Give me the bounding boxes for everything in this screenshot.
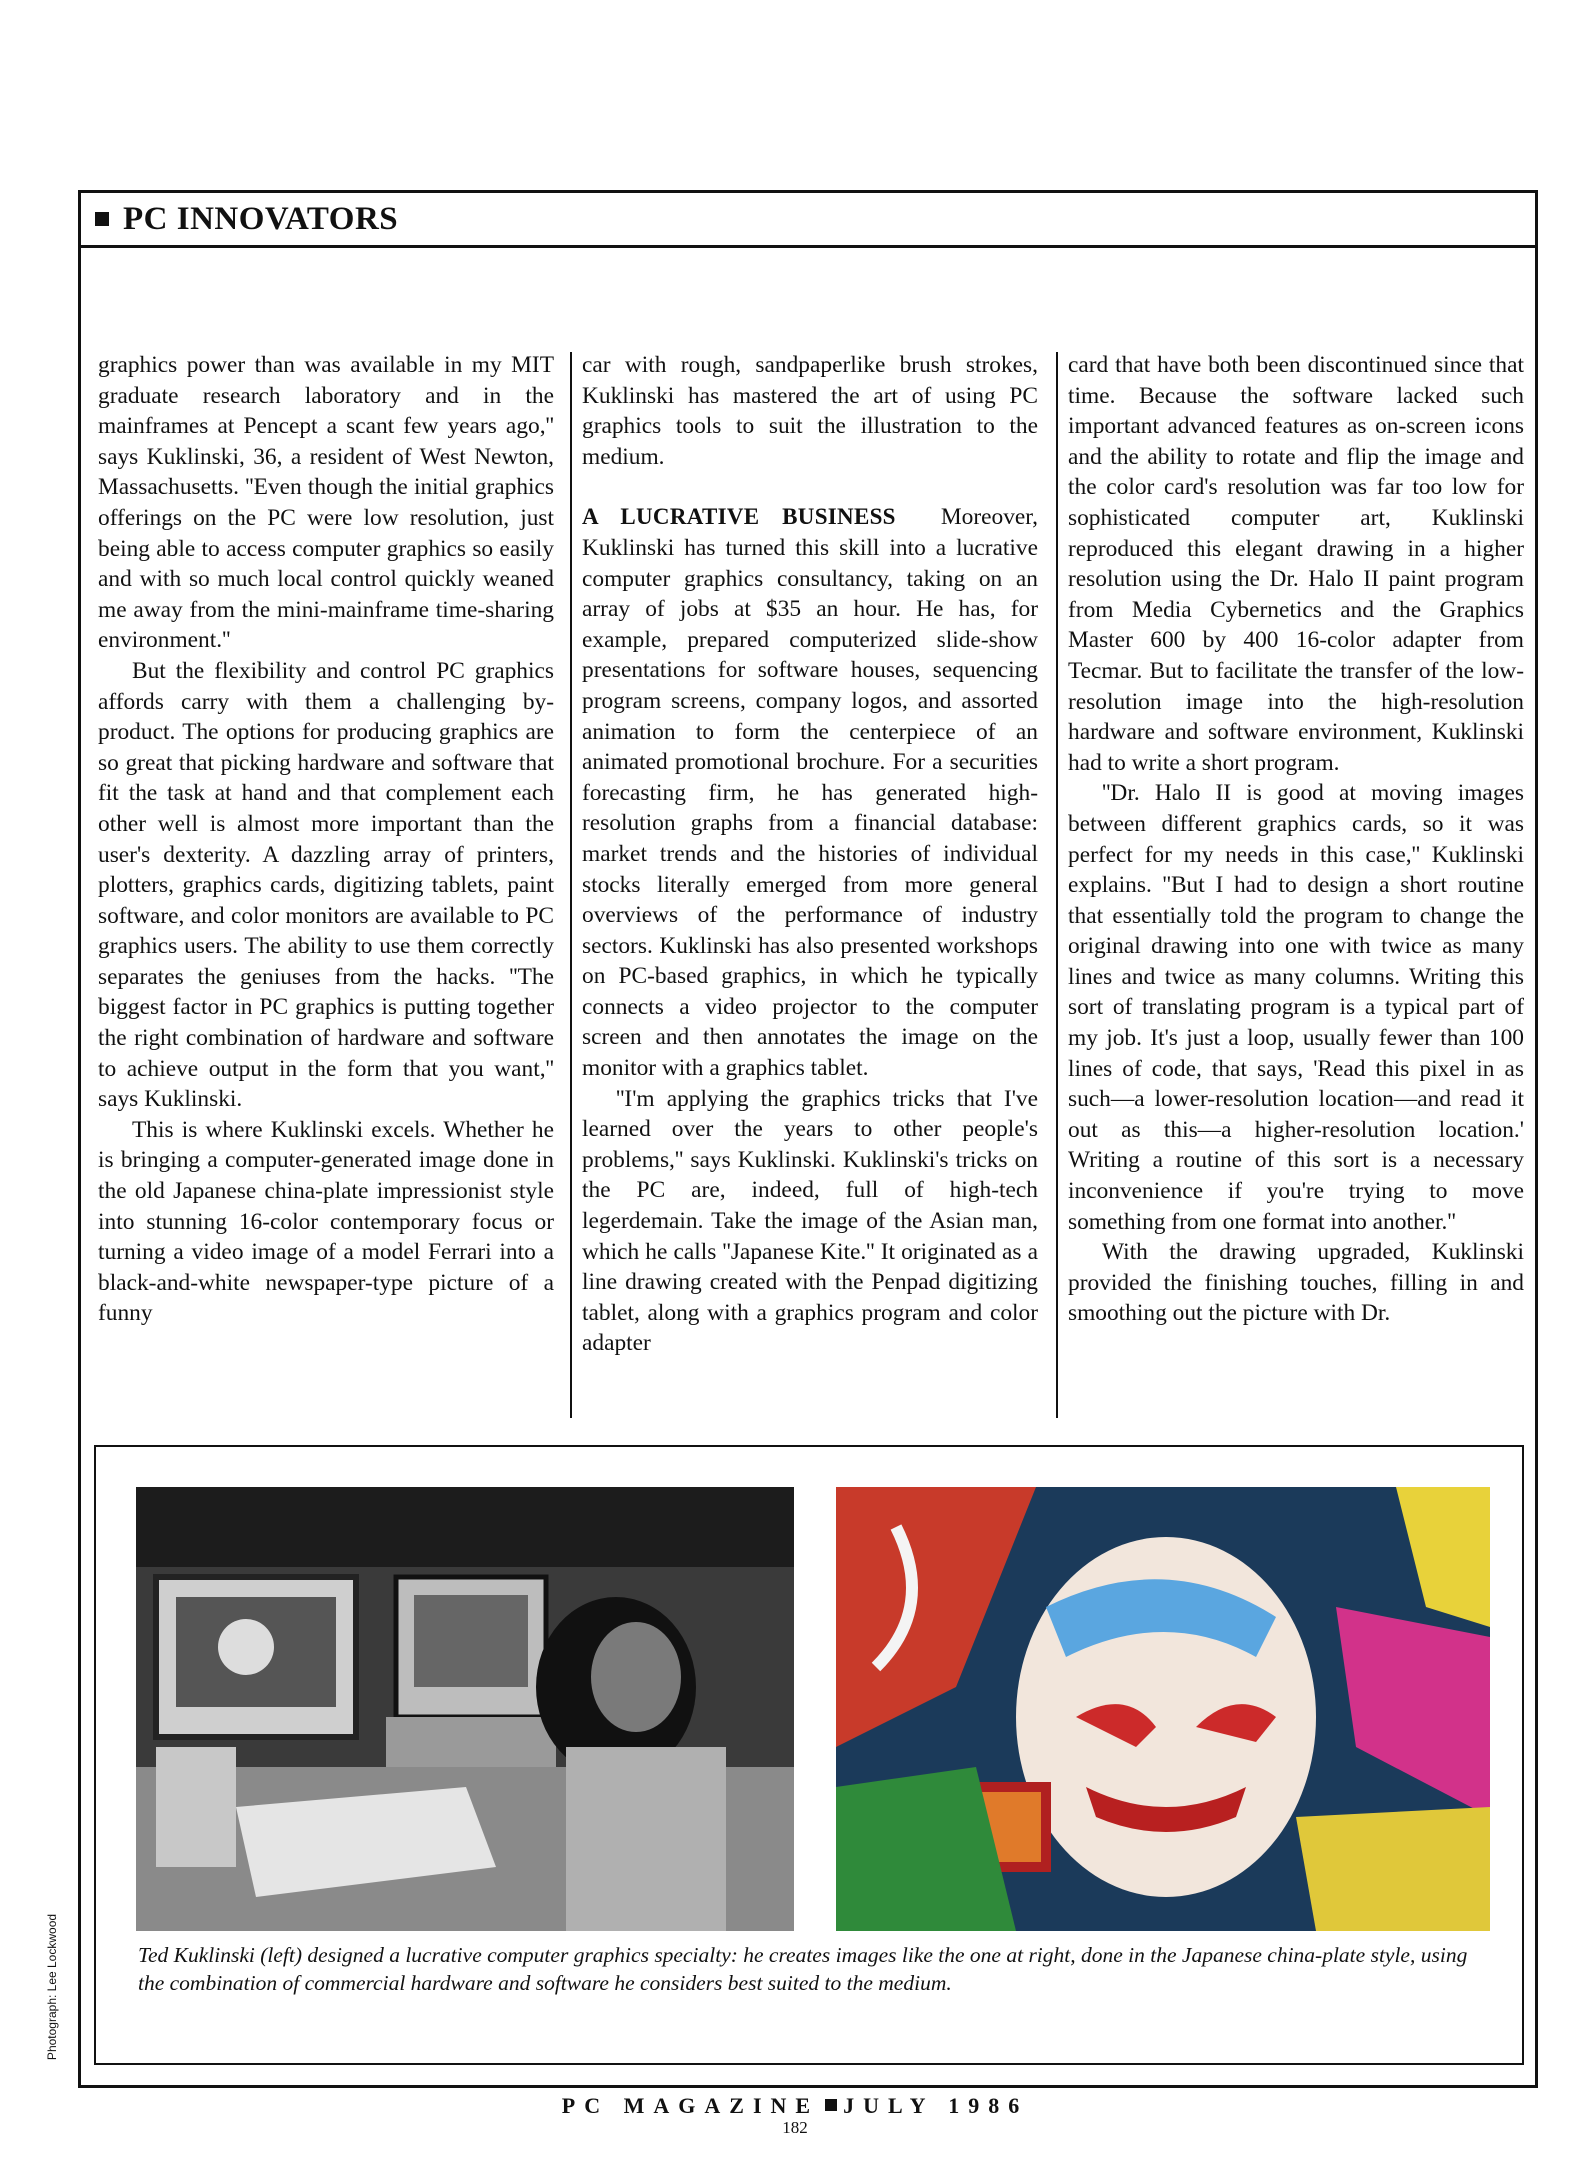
paragraph: ''Dr. Halo II is good at moving images between different graphics cards, so it was perfect for my needs in this case,'' Kuklinski explains. ''But I had to design a short routine that essentially told the program to change the original drawing into one with twice as many lines and twice as many columns. Writing this sort of translating program is a typical part of my job. It's just a loop, usually fewer than 100 lines of code, that says, 'Read this pixel in as such—a lower-resolution location—and read it out as this—a higher-resolution location.' Writing a routine of this sort is a necessary inconvenience if you're trying to move something from one format into another.'' xyxy=(1068,780,1524,1235)
bullet-square-icon xyxy=(825,2099,837,2111)
paragraph: ''I'm applying the graphics tricks that I've learned over the years to other people's problems,'' says Kuklinski. Kuklinski's tricks on the PC are, indeed, full of high-tech legerdemain. Take the image of the Asian man, which he calls ''Japanese Kite.'' It originated as a line drawing created with the Penpad digitizing tablet, along with a graphics program and color adapter xyxy=(582,1085,1038,1357)
footer-magazine: PC MAGAZINE xyxy=(561,2093,820,2118)
photo-credit xyxy=(42,1900,62,2080)
paragraph: card that have both been discontinued since that time. Because the software lacked such important advanced features as on-screen icons and the ability to rotate and flip the image and the color card's resolution was far too low for sophisticated computer art, Kuklinski reproduced this elegant drawing in a higher resolution using the Dr. Halo II paint program from Media Cybernetics and the Graphics Master 600 by 400 16-color adapter from Tecmar. But to facilitate the transfer of the low-resolution image into the high-resolution hardware and software environment, Kuklinski had to write a short program. xyxy=(1068,352,1524,776)
page-number: 182 xyxy=(782,2118,808,2137)
figure-box xyxy=(94,1445,1524,2065)
section-title: PC INNOVATORS xyxy=(123,200,399,237)
bullet-square-icon xyxy=(95,212,109,226)
article-column-2 xyxy=(582,350,1038,1420)
paragraph: graphics power than was available in my MIT graduate research laboratory and in the mainframes at Pencept a scant few years ago,'' says Kuklinski, 36, a resident of West Newton, Massachusetts. ''Even though the initial graphics offerings on the PC were low resolution, just being able to access computer graphics so easily and with so much local control quickly weaned me away from the mini-mainframe time-sharing environment.'' xyxy=(98,352,554,654)
footer-date: JULY 1986 xyxy=(843,2093,1029,2118)
paragraph: car with rough, sandpaperlike brush strokes, Kuklinski has mastered the art of using PC graphics tools to suit the illustration to the medium. xyxy=(582,352,1038,470)
artwork-japanese-kite xyxy=(836,1487,1490,1931)
paragraph-with-subhead xyxy=(582,502,1038,1083)
column-rule xyxy=(1056,352,1058,1418)
photo-kuklinski-at-computer xyxy=(136,1487,794,1931)
article-column-3 xyxy=(1068,350,1524,1420)
subhead: A LUCRATIVE BUSINESS xyxy=(582,504,896,530)
paragraph: This is where Kuklinski excels. Whether he is bringing a computer-generated image done in the old Japanese china-plate impressionist style into stunning 16-color contemporary focus or turning a video image of a model Ferrari into a black-and-white newspaper-type picture of a funny xyxy=(98,1116,554,1327)
column-rule xyxy=(570,352,572,1418)
paragraph: With the drawing upgraded, Kuklinski provided the finishing touches, filling in and smoothing out the picture with Dr. xyxy=(1068,1239,1524,1327)
article-column-1 xyxy=(98,350,554,1420)
paragraph: But the flexibility and control PC graphics affords carry with them a challenging by-product. The options for producing graphics are so great that picking hardware and software that fit the task at hand and that complement each other well is almost more important than the user's dexterity. A dazzling array of printers, plotters, graphics cards, digitizing tablets, paint software, and color monitors are available to PC graphics users. The ability to use them correctly separates the geniuses from the hacks. ''The biggest factor in PC graphics is putting together the right combination of hardware and software to achieve output in the form that you want,'' says Kuklinski. xyxy=(98,657,554,1113)
figure-caption: Ted Kuklinski (left) designed a lucrative computer graphics specialty: he creates images like the one at right, done in the Japanese china-plate style, using the combination of commercial hardware and software he considers best suited to the medium. xyxy=(138,1943,1468,1995)
section-header xyxy=(81,193,1535,248)
photo-credit-text: Photograph: Lee Lockwood xyxy=(45,1913,59,2061)
page-footer xyxy=(0,2093,1590,2119)
paragraph-text: Moreover, Kuklinski has turned this skill into a lucrative computer graphics consultancy, taking on an array of jobs at $35 an hour. He has, for example, prepared computerized slide-show presentations for software houses, sequencing program screens, company logos, and assorted animation to form the centerpiece of an animated promotional brochure. For a securities forecasting firm, he has generated high-resolution graphs from a financial database: market trends and the histories of individual stocks literally emerged from more general overviews of the performance of industry sectors. Kuklinski has also presented workshops on PC-based graphics, in which he typically connects a video projector to the computer screen and then annotates the image on the monitor with a graphics tablet. xyxy=(582,504,1038,1082)
